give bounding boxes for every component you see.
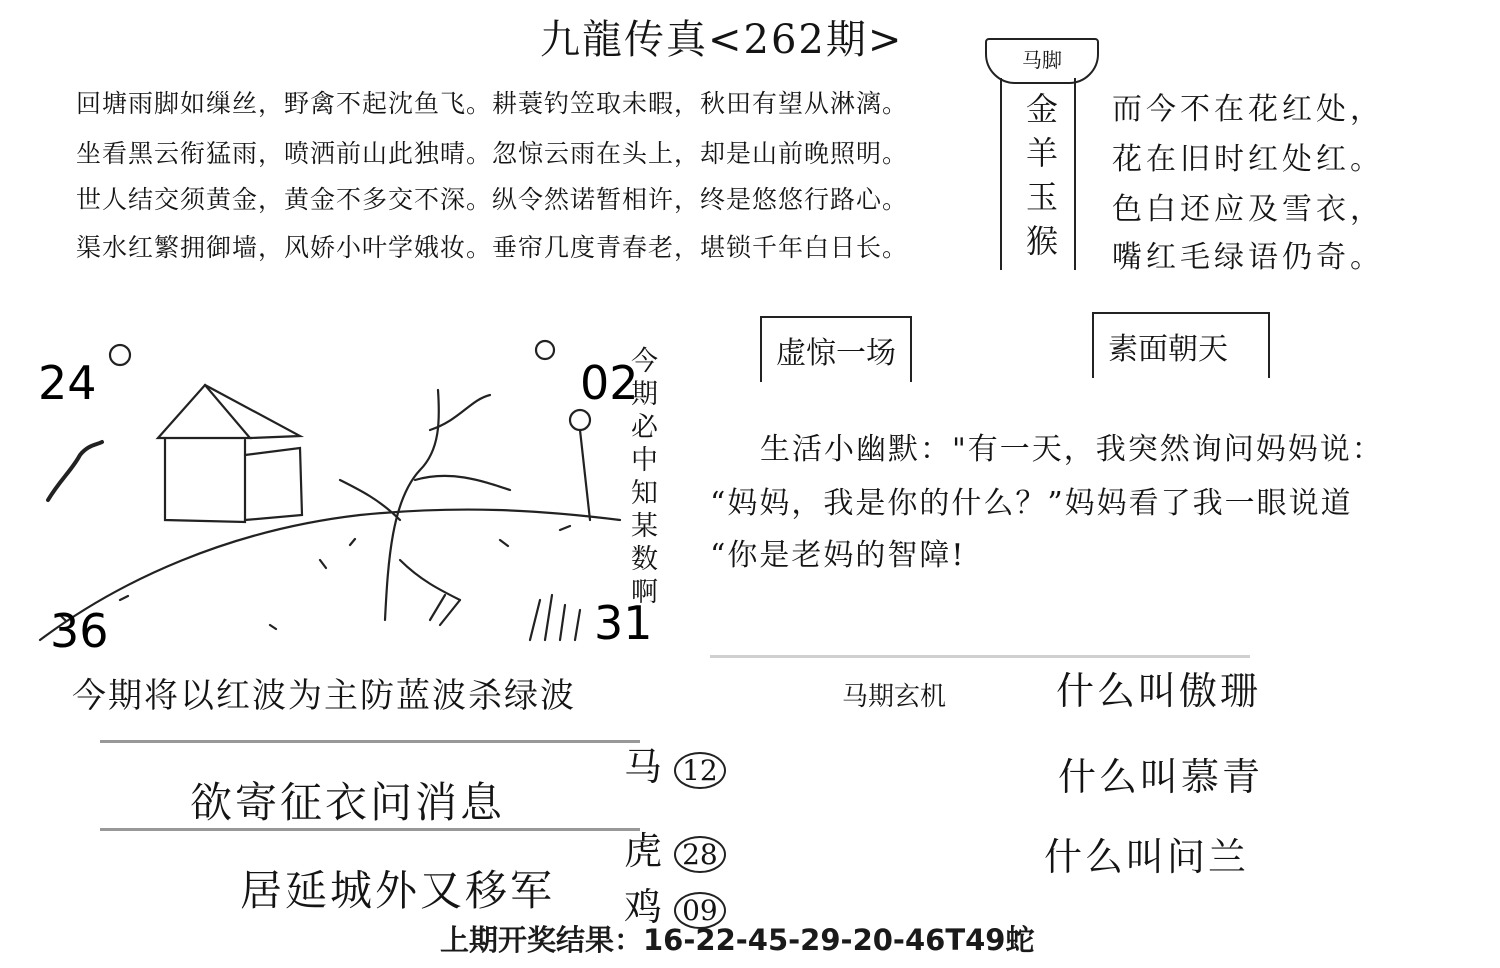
ground-curve [40,510,620,640]
label-box-2: 素面朝天 [1092,312,1270,378]
animal-name: 虎 [624,829,663,873]
drawing-number-24: 24 [38,356,97,410]
drawing-number-36: 36 [50,604,109,658]
flower-stem [580,430,590,520]
story-line-1: 生活小幽默："有一天，我突然询问妈妈说： [760,432,1384,467]
house-wall-right [245,448,302,520]
zodiac-header: 马脚 [985,38,1099,84]
tree-branch-4 [400,560,460,600]
hint-line-2: 什么叫慕青 [1058,755,1264,799]
separator-1 [100,740,640,743]
story-line-3: “你是老妈的智障! [710,538,966,573]
zodiac-line-1: 而今不在花红处， [1112,92,1384,127]
animal-number: 12 [674,752,726,789]
drawing-number-31: 31 [594,596,653,650]
animal-number: 09 [674,892,726,929]
scatter-marks [60,526,570,629]
zodiac-vertical-text: 金羊玉猴 [1021,92,1059,268]
flower-3 [570,410,590,430]
zodiac-line-4: 嘴红毛绿语仍奇。 [1112,240,1384,275]
grass-2 [430,595,460,625]
tree-branch-1 [415,476,510,490]
hints-label: 马期玄机 [842,682,947,712]
wave-line: 今期将以红波为主防蓝波杀绿波 [72,676,576,716]
hill-stroke [48,442,102,500]
hint-line-3: 什么叫问兰 [1044,835,1250,879]
poem-line-1: 回塘雨脚如缫丝，野禽不起沈鱼飞。耕蓑钓笠取未暇，秋田有望从淋漓。 [76,89,909,118]
house-wall-left [165,438,245,522]
verse-1: 欲寄征衣问消息 [190,778,506,827]
animal-name: 鸡 [624,885,663,929]
animal-row-2 [624,820,726,875]
last-result: 上期开奖结果：16-22-45-29-20-46T49蛇 [440,923,1035,957]
grass [530,595,580,640]
poem-line-3: 世人结交须黄金，黄金不多交不深。纵令然诺暂相许，终是悠悠行路心。 [76,185,909,214]
separator-3 [710,655,1250,658]
verse-2: 居延城外又移军 [240,866,556,915]
poem-line-2: 坐看黑云衔猛雨，喷洒前山此独晴。忽惊云雨在头上，却是山前晚照明。 [76,139,909,168]
zodiac-line-2: 花在旧时红处红。 [1112,142,1384,177]
flower-1 [110,345,130,365]
hint-line-1: 什么叫傲珊 [1056,669,1262,713]
page-title: 九龍传真<262期> [540,17,904,63]
animal-number: 28 [674,836,726,873]
label-box-1: 虚惊一场 [760,316,912,382]
story-line-2: “妈妈，我是你的什么？”妈妈看了我一眼说道 [710,486,1353,521]
house-roof-right [205,385,300,438]
zodiac-line-3: 色白还应及雪衣， [1112,192,1384,227]
poem-line-4: 渠水红繁拥御墙，风娇小叶学娥妆。垂帘几度青春老，堪锁千年白日长。 [76,233,909,262]
vertical-note: 今期必中知某数啊 [626,346,657,610]
drawing-number-02: 02 [580,356,639,410]
animal-name: 马 [624,745,663,789]
animal-row-1 [624,736,726,791]
flower-2 [536,341,554,359]
house-roof-left [158,385,250,438]
